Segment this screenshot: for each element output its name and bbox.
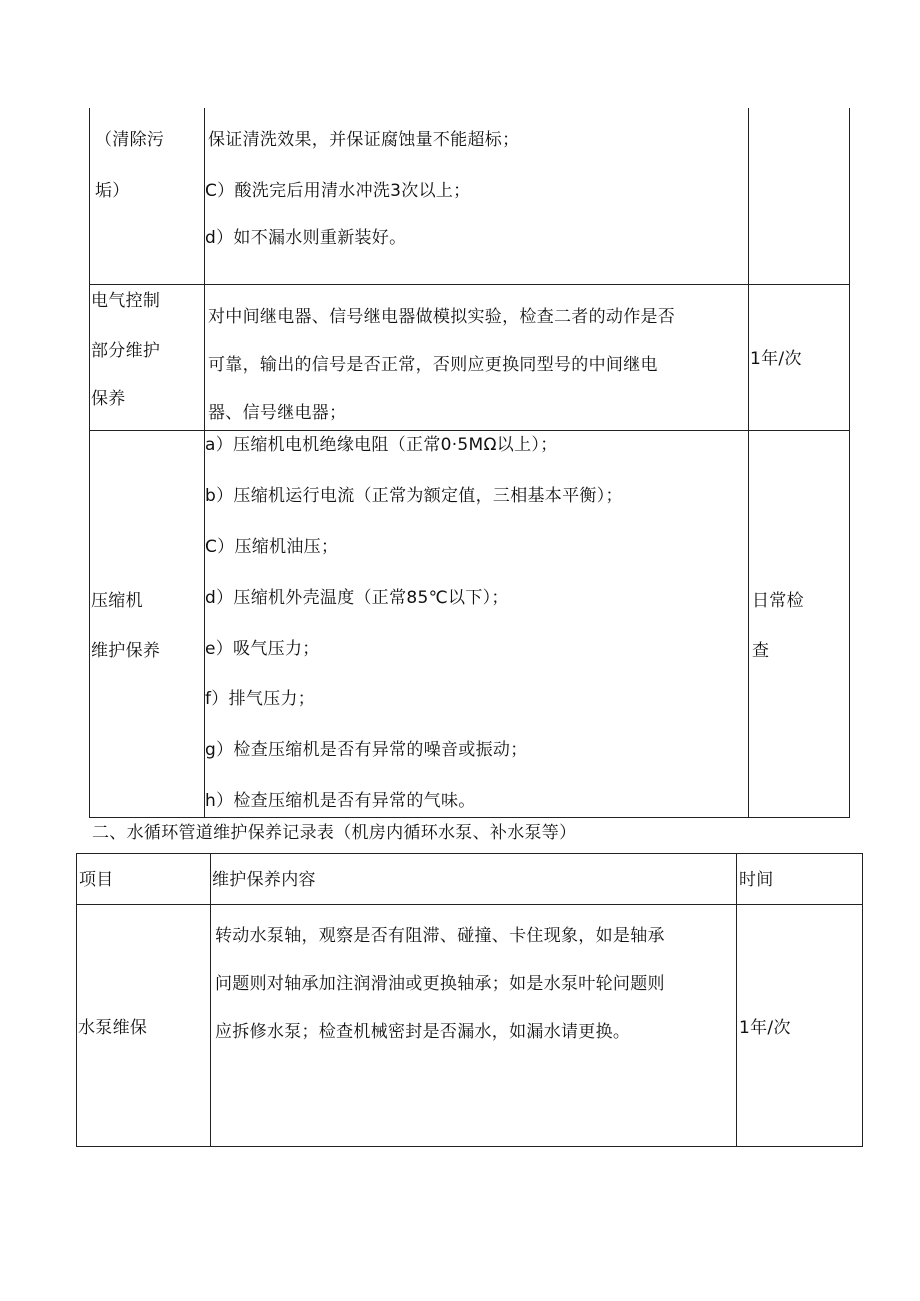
header-time: 时间	[739, 870, 774, 890]
content-cell-line: 可靠，输出的信号是否正常，否则应更换同型号的中间继电	[208, 355, 658, 375]
item-cell-line: （清除污	[95, 130, 165, 150]
header-content: 维护保养内容	[212, 870, 316, 890]
table1-row-divider	[89, 430, 850, 431]
time-cell: 1年/次	[750, 349, 802, 369]
item-cell: 水泵维保	[78, 1018, 148, 1038]
item-cell-line: 压缩机	[91, 591, 143, 611]
item-cell-line: 保养	[91, 389, 126, 409]
content-cell-line: f）排气压力；	[205, 689, 316, 709]
content-cell-line: d）压缩机外壳温度（正常85℃以下）；	[205, 588, 509, 608]
content-cell-line: C）酸洗完后用清水冲洗3次以上；	[205, 181, 471, 201]
table2-border-bottom	[76, 1146, 863, 1147]
item-cell-line: 电气控制	[91, 291, 161, 311]
content-cell-line: a）压缩机电机绝缘电阻（正常0·5MΩ以上）；	[205, 435, 558, 455]
content-cell-line: 应拆修水泵；检查机械密封是否漏水，如漏水请更换。	[215, 1022, 631, 1042]
content-cell-line: h）检查压缩机是否有异常的气味。	[205, 791, 476, 811]
table2-border-left	[76, 853, 77, 1147]
content-cell-line: 对中间继电器、信号继电器做模拟实验，检查二者的动作是否	[208, 307, 676, 327]
time-cell-line: 查	[752, 641, 770, 661]
content-cell-line: 转动水泵轴，观察是否有阻滞、碰撞、卡住现象，如是轴承	[215, 926, 665, 946]
table1-divider-time	[748, 108, 749, 818]
item-cell-line: 垢）	[95, 181, 130, 201]
table1-row-divider	[89, 284, 850, 285]
content-cell-line: d）如不漏水则重新装好。	[205, 228, 407, 248]
table2-divider-item	[210, 853, 211, 1147]
content-cell-line: 问题则对轴承加注润滑油或更换轴承；如是水泵叶轮问题则	[215, 974, 665, 994]
content-cell-line: b）压缩机运行电流（正常为额定值，三相基本平衡）；	[205, 486, 623, 506]
item-cell-line: 部分维护	[91, 341, 161, 361]
content-cell-line: g）检查压缩机是否有异常的噪音或振动；	[205, 740, 528, 760]
table2-border-right	[862, 853, 863, 1147]
table2-divider-time	[736, 853, 737, 1147]
time-cell: 1年/次	[739, 1018, 791, 1038]
table1-border-left	[89, 108, 90, 818]
content-cell-line: 保证清洗效果，并保证腐蚀量不能超标；	[208, 130, 520, 150]
table1-divider-item	[204, 108, 205, 818]
table1-border-bottom	[89, 817, 850, 818]
table2-border-top	[76, 853, 863, 854]
content-cell-line: e）吸气压力；	[205, 639, 320, 659]
table2-header-divider	[76, 904, 863, 905]
table1-border-right	[849, 108, 850, 818]
content-cell-line: C）压缩机油压；	[205, 537, 339, 557]
section-caption: 二、水循环管道维护保养记录表（机房内循环水泵、补水泵等）	[92, 823, 577, 843]
time-cell-line: 日常检	[752, 591, 804, 611]
content-cell-line: 器、信号继电器；	[208, 403, 347, 423]
item-cell-line: 维护保养	[91, 641, 161, 661]
header-item: 项目	[79, 870, 114, 890]
